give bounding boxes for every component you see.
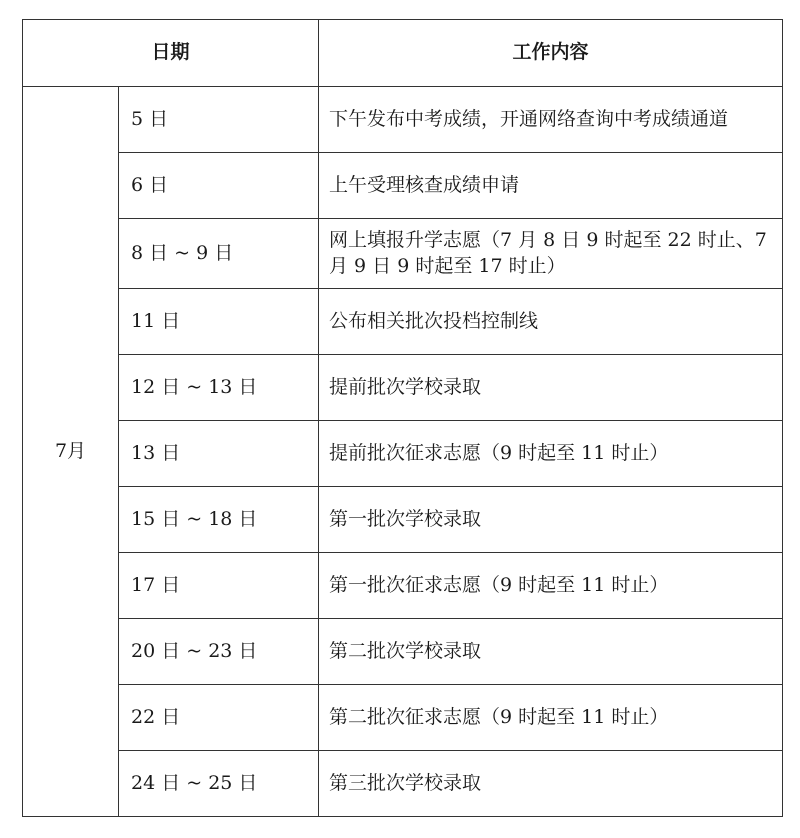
day-cell: 22 日 bbox=[119, 685, 319, 751]
day-cell: 15 日 ~ 18 日 bbox=[119, 487, 319, 553]
day-cell: 5 日 bbox=[119, 87, 319, 153]
table-row bbox=[23, 87, 783, 153]
content-cell: 公布相关批次投档控制线 bbox=[319, 289, 783, 355]
header-content: 工作内容 bbox=[319, 20, 783, 87]
day-cell: 24 日 ~ 25 日 bbox=[119, 751, 319, 817]
table-row bbox=[23, 553, 783, 619]
schedule-table bbox=[22, 19, 783, 817]
day-cell: 13 日 bbox=[119, 421, 319, 487]
table-row bbox=[23, 153, 783, 219]
day-cell: 8 日 ~ 9 日 bbox=[119, 219, 319, 289]
table-row bbox=[23, 619, 783, 685]
table-row bbox=[23, 685, 783, 751]
table-row bbox=[23, 487, 783, 553]
content-cell: 第二批次征求志愿（9 时起至 11 时止） bbox=[319, 685, 783, 751]
content-cell: 提前批次征求志愿（9 时起至 11 时止） bbox=[319, 421, 783, 487]
content-cell: 下午发布中考成绩，开通网络查询中考成绩通道 bbox=[319, 87, 783, 153]
month-cell: 7月 bbox=[23, 87, 119, 817]
day-cell: 20 日 ~ 23 日 bbox=[119, 619, 319, 685]
table-row bbox=[23, 219, 783, 289]
table-row bbox=[23, 421, 783, 487]
day-cell: 6 日 bbox=[119, 153, 319, 219]
content-cell: 网上填报升学志愿（7 月 8 日 9 时起至 22 时止、7 月 9 日 9 时起至 17 时止） bbox=[319, 219, 783, 289]
content-cell: 第二批次学校录取 bbox=[319, 619, 783, 685]
day-cell: 12 日 ~ 13 日 bbox=[119, 355, 319, 421]
content-cell: 第一批次学校录取 bbox=[319, 487, 783, 553]
header-date: 日期 bbox=[23, 20, 319, 87]
day-cell: 11 日 bbox=[119, 289, 319, 355]
content-cell: 提前批次学校录取 bbox=[319, 355, 783, 421]
table-row bbox=[23, 289, 783, 355]
header-row bbox=[23, 20, 783, 87]
table-row bbox=[23, 751, 783, 817]
table-row bbox=[23, 355, 783, 421]
content-cell: 第一批次征求志愿（9 时起至 11 时止） bbox=[319, 553, 783, 619]
content-cell: 第三批次学校录取 bbox=[319, 751, 783, 817]
day-cell: 17 日 bbox=[119, 553, 319, 619]
content-cell: 上午受理核查成绩申请 bbox=[319, 153, 783, 219]
